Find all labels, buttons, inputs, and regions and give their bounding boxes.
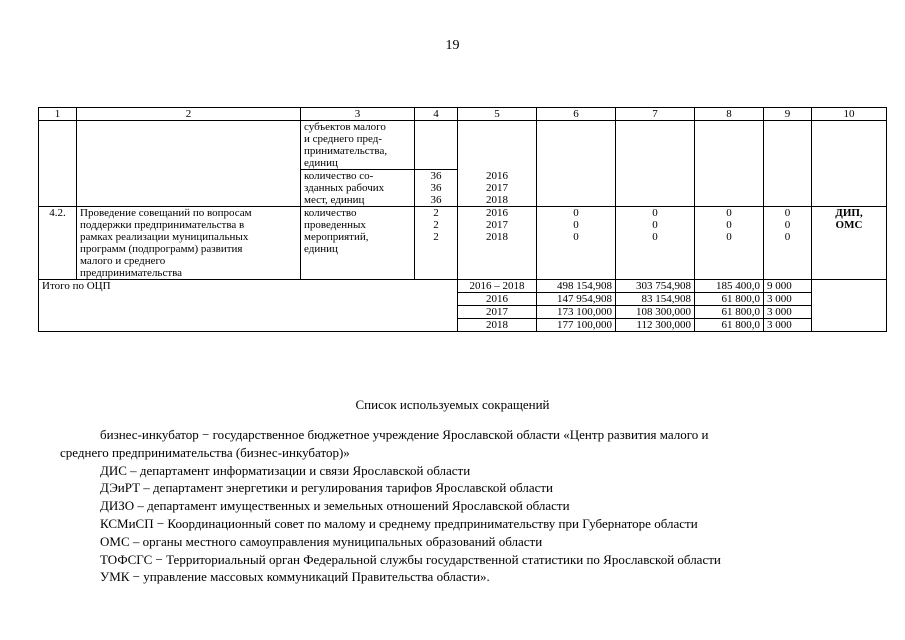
abbreviations-title: Список используемых сокращений — [355, 397, 550, 412]
total-period: 2017 — [458, 306, 537, 319]
abbreviation-item: УМК − управление массовых коммуникаций Правительства области». — [100, 569, 490, 585]
row-number: 4.2. — [39, 207, 77, 280]
abbreviation-item: ОМС – органы местного самоуправления муниципальных образований области — [100, 533, 543, 549]
abbreviation-item: КСМиСП − Координационный совет по малому и среднему предпринимательству при Губернаторе области — [100, 515, 698, 531]
total-amount: 3 000 — [764, 293, 812, 306]
abbreviation-item: ДЭиРТ – департамент энергетики и регулирования тарифов Ярославской области — [100, 480, 554, 496]
header-cell: 5 — [458, 108, 537, 121]
total-amount: 112 300,000 — [616, 319, 695, 332]
executors-cell: ДИП, ОМС — [812, 207, 887, 280]
total-label: Итого по ОЦП — [39, 280, 458, 332]
header-cell: 10 — [812, 108, 887, 121]
total-period: 2016 – 2018 — [458, 280, 537, 293]
amount-cell: 0 0 0 — [616, 207, 695, 280]
years-cell: 2016 2017 2018 — [458, 170, 537, 207]
total-amount: 3 000 — [764, 306, 812, 319]
total-period: 2018 — [458, 319, 537, 332]
table-row — [39, 121, 887, 170]
total-amount: 61 800,0 — [695, 319, 764, 332]
total-amount: 498 154,908 — [537, 280, 616, 293]
header-cell: 7 — [616, 108, 695, 121]
total-amount: 177 100,000 — [537, 319, 616, 332]
header-cell: 2 — [77, 108, 301, 121]
measure-name-cell: Проведение совещаний по вопросам поддержки предпринимательства в рамках реализации муниципальных программ (подпрограмм) развития малого и среднего предпринимательства — [77, 207, 301, 280]
total-amount: 83 154,908 — [616, 293, 695, 306]
indicator-cell: субъектов малого и среднего пред- принимательства, единиц — [301, 121, 415, 170]
abbreviation-item: ТОФСГС − Территориальный орган Федеральной службы государственной статистики по Ярославской области — [100, 551, 721, 567]
header-cell: 6 — [537, 108, 616, 121]
total-amount: 185 400,0 — [695, 280, 764, 293]
total-amount: 303 754,908 — [616, 280, 695, 293]
total-amount: 3 000 — [764, 319, 812, 332]
header-cell: 1 — [39, 108, 77, 121]
value-cell: 2 2 2 — [415, 207, 458, 280]
total-amount: 147 954,908 — [537, 293, 616, 306]
indicator-cell: количество со- зданных рабочих мест, единиц — [301, 170, 415, 207]
table-row — [39, 207, 887, 280]
abbreviation-item: ДИС – департамент информатизации и связи Ярославской области — [100, 462, 471, 478]
header-row — [39, 108, 887, 121]
total-amount: 173 100,000 — [537, 306, 616, 319]
indicator-cell: количество проведенных мероприятий, единиц — [301, 207, 415, 280]
amount-cell: 0 0 0 — [537, 207, 616, 280]
total-row — [39, 280, 887, 293]
total-amount: 108 300,000 — [616, 306, 695, 319]
amount-cell: 0 0 0 — [695, 207, 764, 280]
page-number: 19 — [445, 38, 460, 53]
abbreviations-list — [60, 426, 845, 586]
abbreviation-item: ДИЗО – департамент имущественных и земельных отношений Ярославской области — [100, 498, 570, 514]
header-cell: 4 — [415, 108, 458, 121]
header-cell: 9 — [764, 108, 812, 121]
header-cell: 8 — [695, 108, 764, 121]
total-amount: 61 800,0 — [695, 306, 764, 319]
total-period: 2016 — [458, 293, 537, 306]
value-cell: 36 36 36 — [415, 170, 458, 207]
amount-cell: 0 0 0 — [764, 207, 812, 280]
header-cell: 3 — [301, 108, 415, 121]
total-amount: 9 000 — [764, 280, 812, 293]
total-amount: 61 800,0 — [695, 293, 764, 306]
abbreviation-item: бизнес-инкубатор − государственное бюджетное учреждение Ярославской области «Центр развития малого и среднего предпринимательства (бизнес-инкубатор)» — [60, 427, 709, 460]
years-cell: 2016 2017 2018 — [458, 207, 537, 280]
program-table — [38, 107, 887, 332]
